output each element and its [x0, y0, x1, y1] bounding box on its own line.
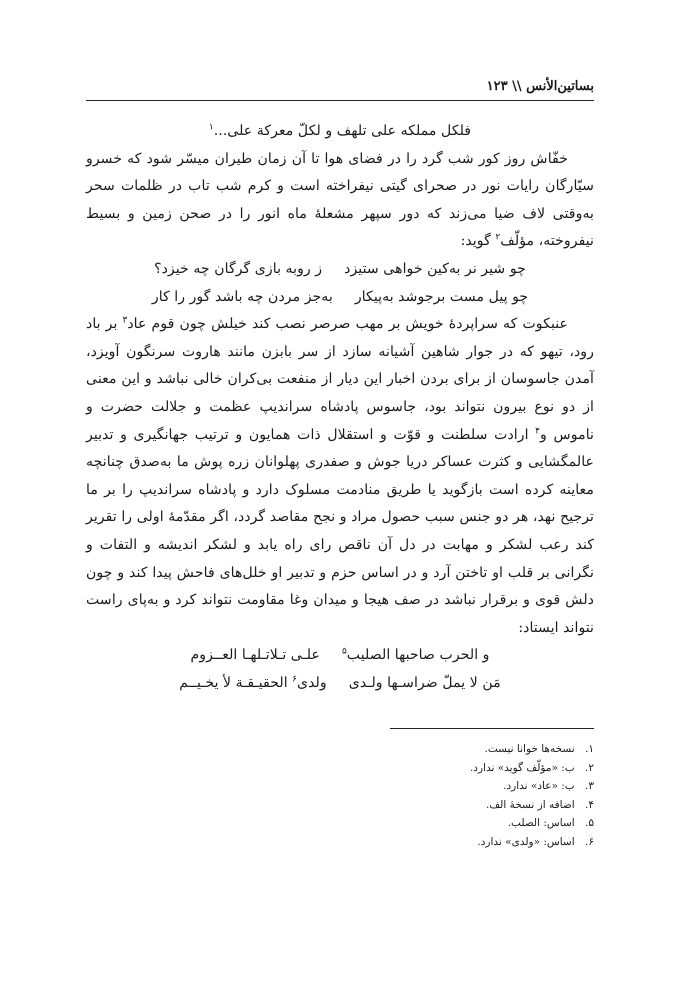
footnote-ref-4: ۴ — [535, 425, 540, 436]
verse-line-1 — [86, 256, 594, 284]
hemistich-right: چو شیر نر به‌کین خواهی ستیزد — [344, 260, 526, 277]
footnote-item: ۴. اضافه از نسخهٔ الف. — [485, 798, 594, 811]
running-header — [86, 76, 594, 101]
footnote-ref-1: ۱ — [208, 122, 214, 133]
hemistich-left: ولدی$^۶$ الحقیـقـة لأ یخـیــم — [179, 674, 327, 691]
arabic-verse-line-2 — [86, 670, 594, 698]
footnote-item: ۵. اساس: الصلب. — [507, 817, 594, 829]
footnote-item: ۶. اساس: «ولدی» ندارد. — [477, 835, 594, 848]
arabic-verse — [86, 642, 594, 697]
persian-verse — [86, 256, 594, 311]
hemistich-right: و الحرب صاحبها الصلیب$^۵$ — [341, 646, 490, 664]
footnotes — [300, 740, 594, 851]
paragraph-2: عنبکوت که سراپردهٔ خویش بر مهب صرصر نصب کند خیلش چون قوم عاد$^۳$ بر باد رود، تیهو که در جوار شاهین آشیانه سازد از سر بابزن مانند هاروت سرنگون آویزد، آمدن جاسوسان از برای بردن اخبار این دیار از منفعت بی‌کران خالی نباشد و این معنی از دو نوع بیرون نتواند بود، جاسوس پادشاه سراندیپ عظمت و جلالت حضرت و ناموس و$^۴$ ارادت سلطنت و قوّت و استقلال ذات همایون و ترتیب جهانگیری و تدبیر عالمگشایی و کثرت عساکر دریا جوش و صفدری پهلوانان زره پوش ما به‌صدق چنانچه معاینه کرده است بازگوید یا طریق منادمت مسلوک دارد و پادشاه سراندیپ را بر ما ترجیح نهد، هر دو جنس سبب حصول مراد و نجح مقاصد گردد، اگر مقدّمهٔ اولی را تقریر کند رعب لشکر و مهابت در دل آن ناقص رای راه یابد و لشکر اندیشه و التفات و نگرانی بر قلب او تاختن آرد و در اساس حزم و تدبیر او خلل‌های فاحش پیدا کند و چون دلش قوی و برقرار نباشد در صف هیجا و میدان وغا مقاومت نتواند کرد و به‌پای راست نتواند ایستاد: — [86, 315, 594, 636]
header-title: بساتین‌الأنس \\ ۱۲۳ — [486, 79, 594, 94]
main-text — [86, 118, 594, 697]
footnote-ref-5: ۵ — [341, 646, 347, 657]
footnote-ref-3: ۳ — [122, 315, 128, 326]
arabic-verse-line-1 — [86, 642, 594, 670]
paragraph-1: خفّاش روز کور شب گرد را در فضای هوا تا آن زمان طیران میسّر شود که خسرو سیّارگان رایات نور در صحرای گیتی نیفراخته است و کرم شب تاب در ظلمات سحر به‌وقتی لاف ضیا می‌زند که دور سپهر مشعلهٔ ماه انور را در صحن زمین و بسیط نیفروخته، مؤلّف$^۲$ گوید: — [86, 150, 594, 250]
footnote-divider — [390, 728, 594, 729]
hemistich-left: علـی تـلاتـلهـا العــزوم — [190, 647, 320, 664]
footnote-item: ۳. ب: «عاد» ندارد. — [503, 780, 594, 792]
arabic-verse-opening: فلکل مملکه علی تلهف و لکلّ معرکة علی...$^۱$ — [208, 122, 472, 139]
footnote-ref-2: ۲ — [495, 232, 501, 243]
footnote-ref-6: ۶ — [292, 674, 297, 685]
footnote-item: ۲. ب: «مؤلّف گوید» ندارد. — [469, 761, 594, 774]
hemistich-right: چو پیل مست برجوشد به‌پیکار — [354, 288, 529, 305]
hemistich-left: به‌جز مردن چه باشد گور را کار — [151, 288, 333, 305]
hemistich-right: مَن لا یملّ ضراسـها ولـدی — [348, 674, 501, 691]
hemistich-left: ز روبه بازی گرگان چه خیزد؟ — [154, 260, 323, 277]
verse-line-2 — [86, 284, 594, 312]
footnote-item: ۱. نسخه‌ها خوانا نیست. — [484, 743, 594, 755]
